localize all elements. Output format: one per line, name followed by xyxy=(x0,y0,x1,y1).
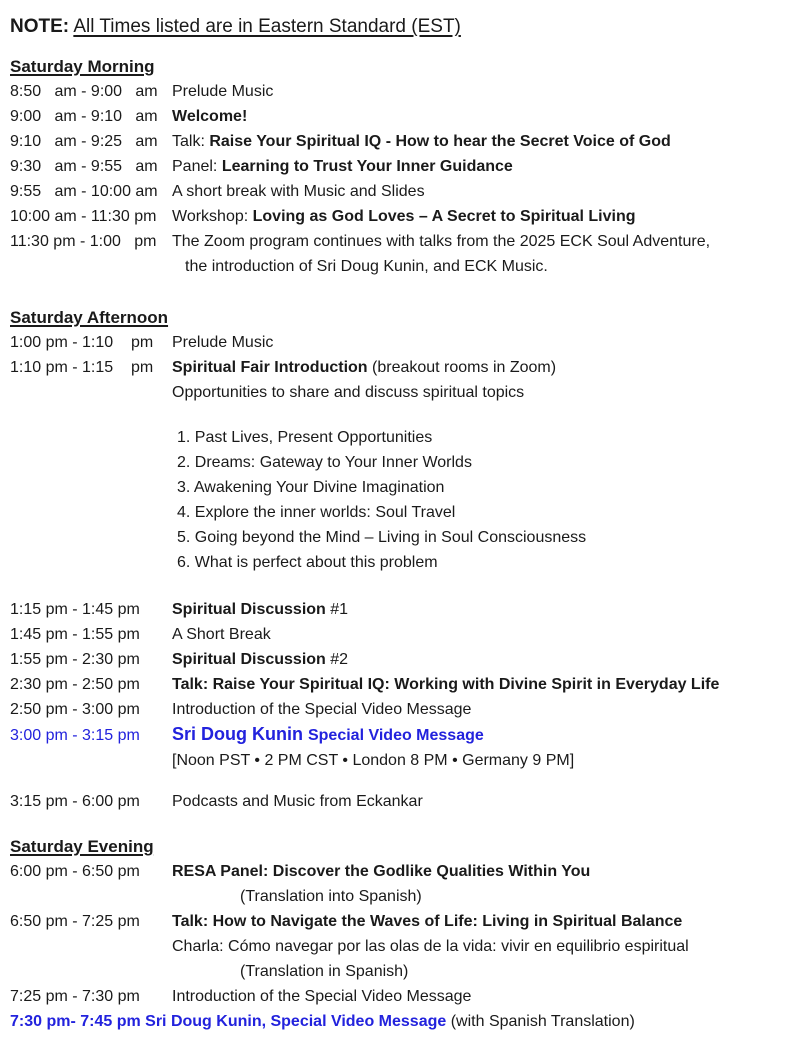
text-segment: 2. Dreams: Gateway to Your Inner Worlds xyxy=(177,454,472,471)
schedule-row xyxy=(10,934,801,959)
text-segment: #2 xyxy=(330,651,349,668)
text-segment: Prelude Music xyxy=(172,334,274,351)
text-segment: Talk: How to Navigate the Waves of Life: Living in Spiritual Balance xyxy=(172,913,683,930)
row-content xyxy=(172,104,801,129)
row-time: 2:30 pm - 2:50 pm xyxy=(10,676,140,693)
schedule-row xyxy=(10,789,801,814)
text-segment: Talk: Raise Your Spiritual IQ: Working with Divine Spirit in Everyday Life xyxy=(172,676,720,693)
section-heading: Saturday Evening xyxy=(10,837,154,856)
text-segment: Learning to Trust Your Inner Guidance xyxy=(221,158,513,175)
text-segment: 6. What is perfect about this problem xyxy=(177,554,438,571)
note-line xyxy=(10,12,801,41)
row-time: 9:55 am - 10:00 am xyxy=(10,183,158,200)
text-segment: Welcome! xyxy=(172,108,248,125)
text-segment: (Translation in Spanish) xyxy=(240,963,409,980)
schedule-row xyxy=(10,909,801,934)
row-content xyxy=(177,454,472,471)
row-content xyxy=(172,597,801,622)
text-segment: A short break with Music and Slides xyxy=(172,183,425,200)
row-time: 8:50 am - 9:00 am xyxy=(10,83,158,100)
row-time: 1:10 pm - 1:15 pm xyxy=(10,359,154,376)
schedule-row xyxy=(10,355,801,380)
schedule-row xyxy=(10,154,801,179)
text-segment: 1. Past Lives, Present Opportunities xyxy=(177,429,433,446)
row-time: 6:00 pm - 6:50 pm xyxy=(10,863,140,880)
row-time: 1:55 pm - 2:30 pm xyxy=(10,651,140,668)
spacer xyxy=(10,405,801,425)
row-content xyxy=(172,179,801,204)
row-content xyxy=(177,504,455,521)
row-content xyxy=(172,789,801,814)
row-content xyxy=(172,938,689,955)
row-content xyxy=(172,752,574,769)
row-content xyxy=(10,1013,635,1030)
spacer xyxy=(10,773,801,789)
text-segment: #1 xyxy=(330,601,349,618)
schedule-row xyxy=(10,380,801,405)
row-time: 3:00 pm - 3:15 pm xyxy=(10,727,140,744)
row-time: 1:00 pm - 1:10 pm xyxy=(10,334,154,351)
text-segment: 3. Awakening Your Divine Imagination xyxy=(177,479,445,496)
text-segment: (breakout rooms in Zoom) xyxy=(367,359,557,376)
text-segment: 4. Explore the inner worlds: Soul Travel xyxy=(177,504,456,521)
schedule-row xyxy=(10,722,801,748)
schedule-row xyxy=(10,884,801,909)
text-segment: Opportunities to share and discuss spiritual topics xyxy=(172,384,525,401)
schedule-row xyxy=(10,450,801,475)
row-content xyxy=(240,963,408,980)
schedule-row xyxy=(10,597,801,622)
row-time: 6:50 pm - 7:25 pm xyxy=(10,913,140,930)
text-segment: A Short Break xyxy=(172,626,271,643)
row-content xyxy=(172,154,801,179)
note-text: All Times listed are in Eastern Standard (EST) xyxy=(73,16,461,37)
text-segment: (with Spanish Translation) xyxy=(446,1013,635,1030)
row-content xyxy=(177,554,438,571)
text-segment: Workshop: xyxy=(172,208,253,225)
section-heading: Saturday Morning xyxy=(10,57,155,76)
row-time: 10:00 am - 11:30 pm xyxy=(10,208,157,225)
row-content xyxy=(177,479,444,496)
schedule-row xyxy=(10,500,801,525)
row-time: 9:10 am - 9:25 am xyxy=(10,133,158,150)
schedule-row xyxy=(10,330,801,355)
row-content xyxy=(172,355,801,380)
row-time: 7:25 pm - 7:30 pm xyxy=(10,988,140,1005)
schedule-row xyxy=(10,104,801,129)
text-segment: Raise Your Spiritual IQ - How to hear the Secret Voice of God xyxy=(209,133,671,150)
row-time: 9:30 am - 9:55 am xyxy=(10,158,158,175)
row-content xyxy=(185,258,548,275)
text-segment: Podcasts and Music from Eckankar xyxy=(172,793,423,810)
row-content xyxy=(240,888,422,905)
schedule-row xyxy=(10,204,801,229)
text-segment: Spiritual Discussion xyxy=(172,601,331,618)
row-content xyxy=(172,229,801,254)
text-segment: The Zoom program continues with talks from the 2025 ECK Soul Adventure, xyxy=(172,233,711,250)
text-segment: Loving as God Loves – A Secret to Spiritual Living xyxy=(252,208,636,225)
schedule-row xyxy=(10,622,801,647)
text-segment: Talk: xyxy=(172,133,210,150)
schedule-row xyxy=(10,672,801,697)
row-content xyxy=(172,204,801,229)
text-segment: Special Video Message xyxy=(307,727,484,744)
schedule-row xyxy=(10,129,801,154)
text-segment: Prelude Music xyxy=(172,83,274,100)
schedule-row xyxy=(10,525,801,550)
row-time: 9:00 am - 9:10 am xyxy=(10,108,158,125)
row-content xyxy=(172,79,801,104)
row-time: 2:50 pm - 3:00 pm xyxy=(10,701,140,718)
row-content xyxy=(172,859,801,884)
text-segment: 5. Going beyond the Mind – Living in Soul Consciousness xyxy=(177,529,587,546)
row-content xyxy=(177,429,432,446)
row-time: 11:30 pm - 1:00 pm xyxy=(10,233,157,250)
text-segment: Spiritual Discussion xyxy=(172,651,331,668)
row-content xyxy=(172,622,801,647)
text-segment: Charla: Cómo navegar por las olas de la vida: vivir en equilibrio espiritual xyxy=(172,938,689,955)
schedule-row xyxy=(10,79,801,104)
row-content xyxy=(177,529,586,546)
text-segment: (Translation into Spanish) xyxy=(240,888,422,905)
schedule-section xyxy=(10,305,801,814)
schedule-row xyxy=(10,984,801,1009)
schedule-row xyxy=(10,748,801,773)
text-segment: Sri Doug Kunin xyxy=(172,724,308,744)
row-content xyxy=(172,984,801,1009)
schedule-row xyxy=(10,859,801,884)
row-content xyxy=(172,330,801,355)
row-content xyxy=(172,722,801,748)
row-content xyxy=(172,672,801,697)
text-segment: Spiritual Fair Introduction xyxy=(172,359,368,376)
row-time: 3:15 pm - 6:00 pm xyxy=(10,793,140,810)
section-heading: Saturday Afternoon xyxy=(10,308,169,327)
schedule-row xyxy=(10,647,801,672)
schedule-row xyxy=(10,959,801,984)
schedule-section xyxy=(10,54,801,279)
text-segment: Introduction of the Special Video Message xyxy=(172,701,472,718)
note-label: NOTE: xyxy=(10,16,70,37)
schedule-row xyxy=(10,179,801,204)
row-content xyxy=(172,647,801,672)
schedule-row xyxy=(10,425,801,450)
schedule-section xyxy=(10,834,801,1034)
schedule-row xyxy=(10,254,801,279)
schedule-row xyxy=(10,550,801,575)
row-time: 1:45 pm - 1:55 pm xyxy=(10,626,140,643)
row-content xyxy=(172,697,801,722)
row-time: 1:15 pm - 1:45 pm xyxy=(10,601,140,618)
schedule-row xyxy=(10,1009,801,1034)
schedule-row xyxy=(10,229,801,254)
schedule-row xyxy=(10,697,801,722)
row-content xyxy=(172,129,801,154)
text-segment: [Noon PST • 2 PM CST • London 8 PM • Germany 9 PM] xyxy=(172,752,575,769)
text-segment: 7:30 pm- 7:45 pm Sri Doug Kunin, Special Video Message xyxy=(10,1013,447,1030)
schedule xyxy=(10,54,801,1034)
text-segment: RESA Panel: Discover the Godlike Qualities Within You xyxy=(172,863,591,880)
text-segment: Panel: xyxy=(172,158,222,175)
text-segment: Introduction of the Special Video Message xyxy=(172,988,472,1005)
row-content xyxy=(172,384,524,401)
spacer xyxy=(10,575,801,597)
row-content xyxy=(172,909,801,934)
schedule-row xyxy=(10,475,801,500)
text-segment: the introduction of Sri Doug Kunin, and ECK Music. xyxy=(185,258,548,275)
